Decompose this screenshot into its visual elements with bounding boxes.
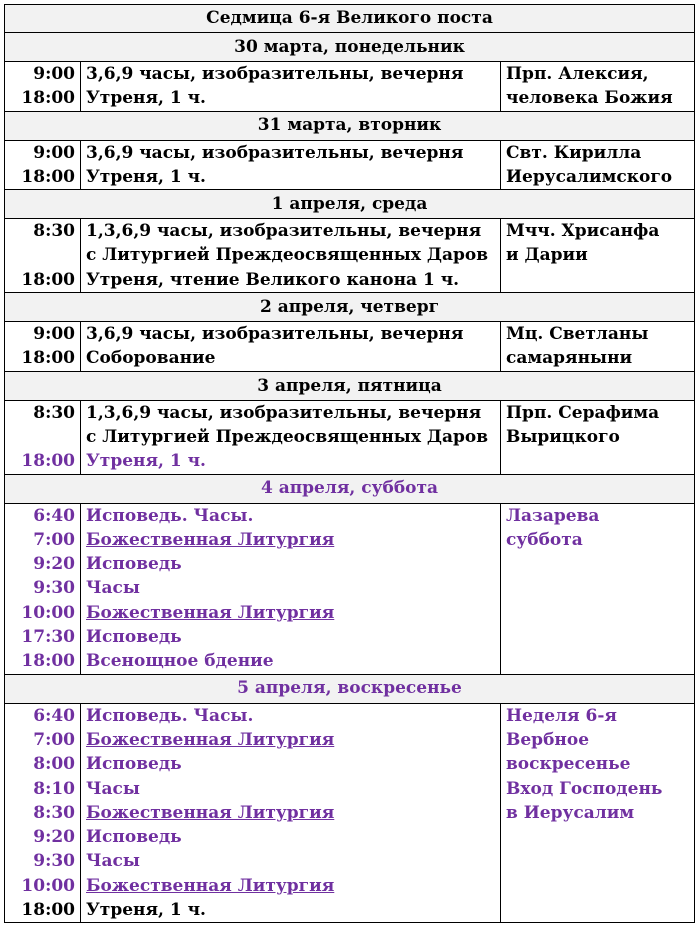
service-time: 18:00: [21, 88, 75, 109]
services-cell: [81, 219, 501, 293]
service-time: 18:00: [21, 269, 75, 290]
day-services-row: [5, 62, 695, 112]
service-time: 18:00: [21, 348, 75, 369]
service-text: Исповедь. Часы.: [86, 705, 254, 726]
day-date: 5 апреля, воскресенье: [5, 674, 695, 703]
service-time: 9:00: [33, 64, 75, 84]
feast-line: Мчч. Хрисанфа: [506, 221, 660, 242]
feast-line: и Дарии: [506, 245, 588, 266]
service-time: 9:30: [33, 578, 75, 599]
services-cell: [81, 140, 501, 190]
service-text: Утреня, 1 ч.: [86, 900, 206, 921]
feast-line: Иерусалимского: [506, 166, 673, 187]
times-cell: [5, 400, 81, 474]
service-text: Утреня, 1 ч.: [86, 88, 206, 109]
day-services-row: [5, 322, 695, 372]
service-time: 8:10: [33, 778, 75, 799]
service-time: 10:00: [21, 602, 75, 623]
service-time: 7:00: [33, 529, 75, 550]
service-text: Исповедь: [86, 827, 182, 848]
service-text: Божественная Литургия: [86, 729, 335, 750]
service-time: 18:00: [21, 166, 75, 187]
feast-cell: [501, 219, 695, 293]
feast-line: Прп. Алексия,: [506, 64, 649, 84]
service-time: [7, 425, 75, 449]
service-text: 1,3,6,9 часы, изобразительны, вечерня: [86, 221, 482, 242]
feast-line: самаряныни: [506, 348, 633, 369]
services-cell: [81, 62, 501, 112]
feast-line: в Иерусалим: [506, 802, 635, 823]
feast-line: Вход Господень: [506, 778, 663, 799]
service-time: 6:40: [33, 505, 75, 526]
schedule-header-row: [5, 5, 695, 33]
day-date: 4 апреля, суббота: [5, 474, 695, 503]
day-header-row: [5, 33, 695, 62]
times-cell: [5, 140, 81, 190]
service-text: 1,3,6,9 часы, изобразительны, вечерня: [86, 402, 482, 423]
feast-cell: [501, 703, 695, 923]
service-text: Утреня, 1 ч.: [86, 166, 206, 187]
schedule-table: [4, 4, 695, 923]
service-text: Исповедь. Часы.: [86, 505, 254, 526]
service-text: Божественная Литургия: [86, 529, 335, 550]
service-time: 18:00: [21, 900, 75, 921]
times-cell: [5, 322, 81, 372]
service-text: Соборование: [86, 348, 216, 369]
day-header-row: [5, 111, 695, 140]
service-text: Часы: [86, 778, 140, 799]
service-time: 8:30: [33, 221, 75, 242]
day-header-row: [5, 190, 695, 219]
service-time: 9:20: [33, 827, 75, 848]
service-text: Исповедь: [86, 554, 182, 575]
day-header-row: [5, 293, 695, 322]
feast-cell: [501, 503, 695, 674]
feast-line: человека Божия: [506, 88, 673, 109]
service-time: 8:30: [33, 402, 75, 423]
services-cell: [81, 503, 501, 674]
schedule-body: [5, 5, 695, 923]
day-services-row: [5, 219, 695, 293]
services-cell: [81, 400, 501, 474]
times-cell: [5, 219, 81, 293]
service-time: 18:00: [21, 451, 75, 472]
service-time: 18:00: [21, 651, 75, 672]
feast-line: Мц. Светланы: [506, 324, 649, 345]
service-time: 17:30: [21, 627, 75, 648]
service-text: Всенощное бдение: [86, 651, 274, 672]
service-text: Божественная Литургия: [86, 802, 335, 823]
day-date: 3 апреля, пятница: [5, 371, 695, 400]
services-cell: [81, 322, 501, 372]
service-text: с Литургией Преждеосвященных Даров: [86, 426, 489, 447]
service-text: 3,6,9 часы, изобразительны, вечерня: [86, 324, 464, 345]
day-date: 1 апреля, среда: [5, 190, 695, 219]
service-text: Божественная Литургия: [86, 602, 335, 623]
feast-line: Вырицкого: [506, 426, 620, 447]
day-services-row: [5, 503, 695, 674]
service-time: 9:00: [33, 142, 75, 163]
times-cell: [5, 503, 81, 674]
times-cell: [5, 703, 81, 923]
service-time: 9:00: [33, 324, 75, 345]
service-time: 7:00: [33, 729, 75, 750]
times-cell: [5, 62, 81, 112]
service-text: с Литургией Преждеосвященных Даров: [86, 245, 489, 266]
day-services-row: [5, 140, 695, 190]
feast-line: суббота: [506, 529, 583, 550]
service-time: 10:00: [21, 875, 75, 896]
service-time: 8:00: [33, 754, 75, 775]
feast-cell: [501, 62, 695, 112]
service-text: Божественная Литургия: [86, 875, 335, 896]
service-time: 6:40: [33, 705, 75, 726]
day-date: 31 марта, вторник: [5, 111, 695, 140]
feast-line: воскресенье: [506, 754, 631, 775]
service-text: 3,6,9 часы, изобразительны, вечерня: [86, 142, 464, 163]
service-time: 9:20: [33, 554, 75, 575]
service-time: [7, 243, 75, 267]
day-header-row: [5, 474, 695, 503]
service-time: 8:30: [33, 802, 75, 823]
feast-cell: [501, 400, 695, 474]
feast-line: Вербное: [506, 729, 590, 750]
service-text: 3,6,9 часы, изобразительны, вечерня: [86, 64, 464, 84]
services-cell: [81, 703, 501, 923]
service-text: Исповедь: [86, 627, 182, 648]
day-services-row: [5, 400, 695, 474]
feast-cell: [501, 322, 695, 372]
schedule-title: Седмица 6-я Великого поста: [5, 5, 695, 33]
feast-line: Неделя 6-я: [506, 705, 617, 726]
feast-line: Свт. Кирилла: [506, 142, 642, 163]
service-text: Исповедь: [86, 754, 182, 775]
day-date: 2 апреля, четверг: [5, 293, 695, 322]
service-text: Часы: [86, 578, 140, 599]
day-header-row: [5, 674, 695, 703]
service-time: 9:30: [33, 851, 75, 872]
service-text: Утреня, 1 ч.: [86, 451, 206, 472]
feast-line: Лазарева: [506, 505, 600, 526]
service-text: Часы: [86, 851, 140, 872]
day-date: 30 марта, понедельник: [5, 33, 695, 62]
day-header-row: [5, 371, 695, 400]
day-services-row: [5, 703, 695, 923]
feast-line: Прп. Серафима: [506, 402, 660, 423]
feast-cell: [501, 140, 695, 190]
service-text: Утреня, чтение Великого канона 1 ч.: [86, 269, 460, 290]
